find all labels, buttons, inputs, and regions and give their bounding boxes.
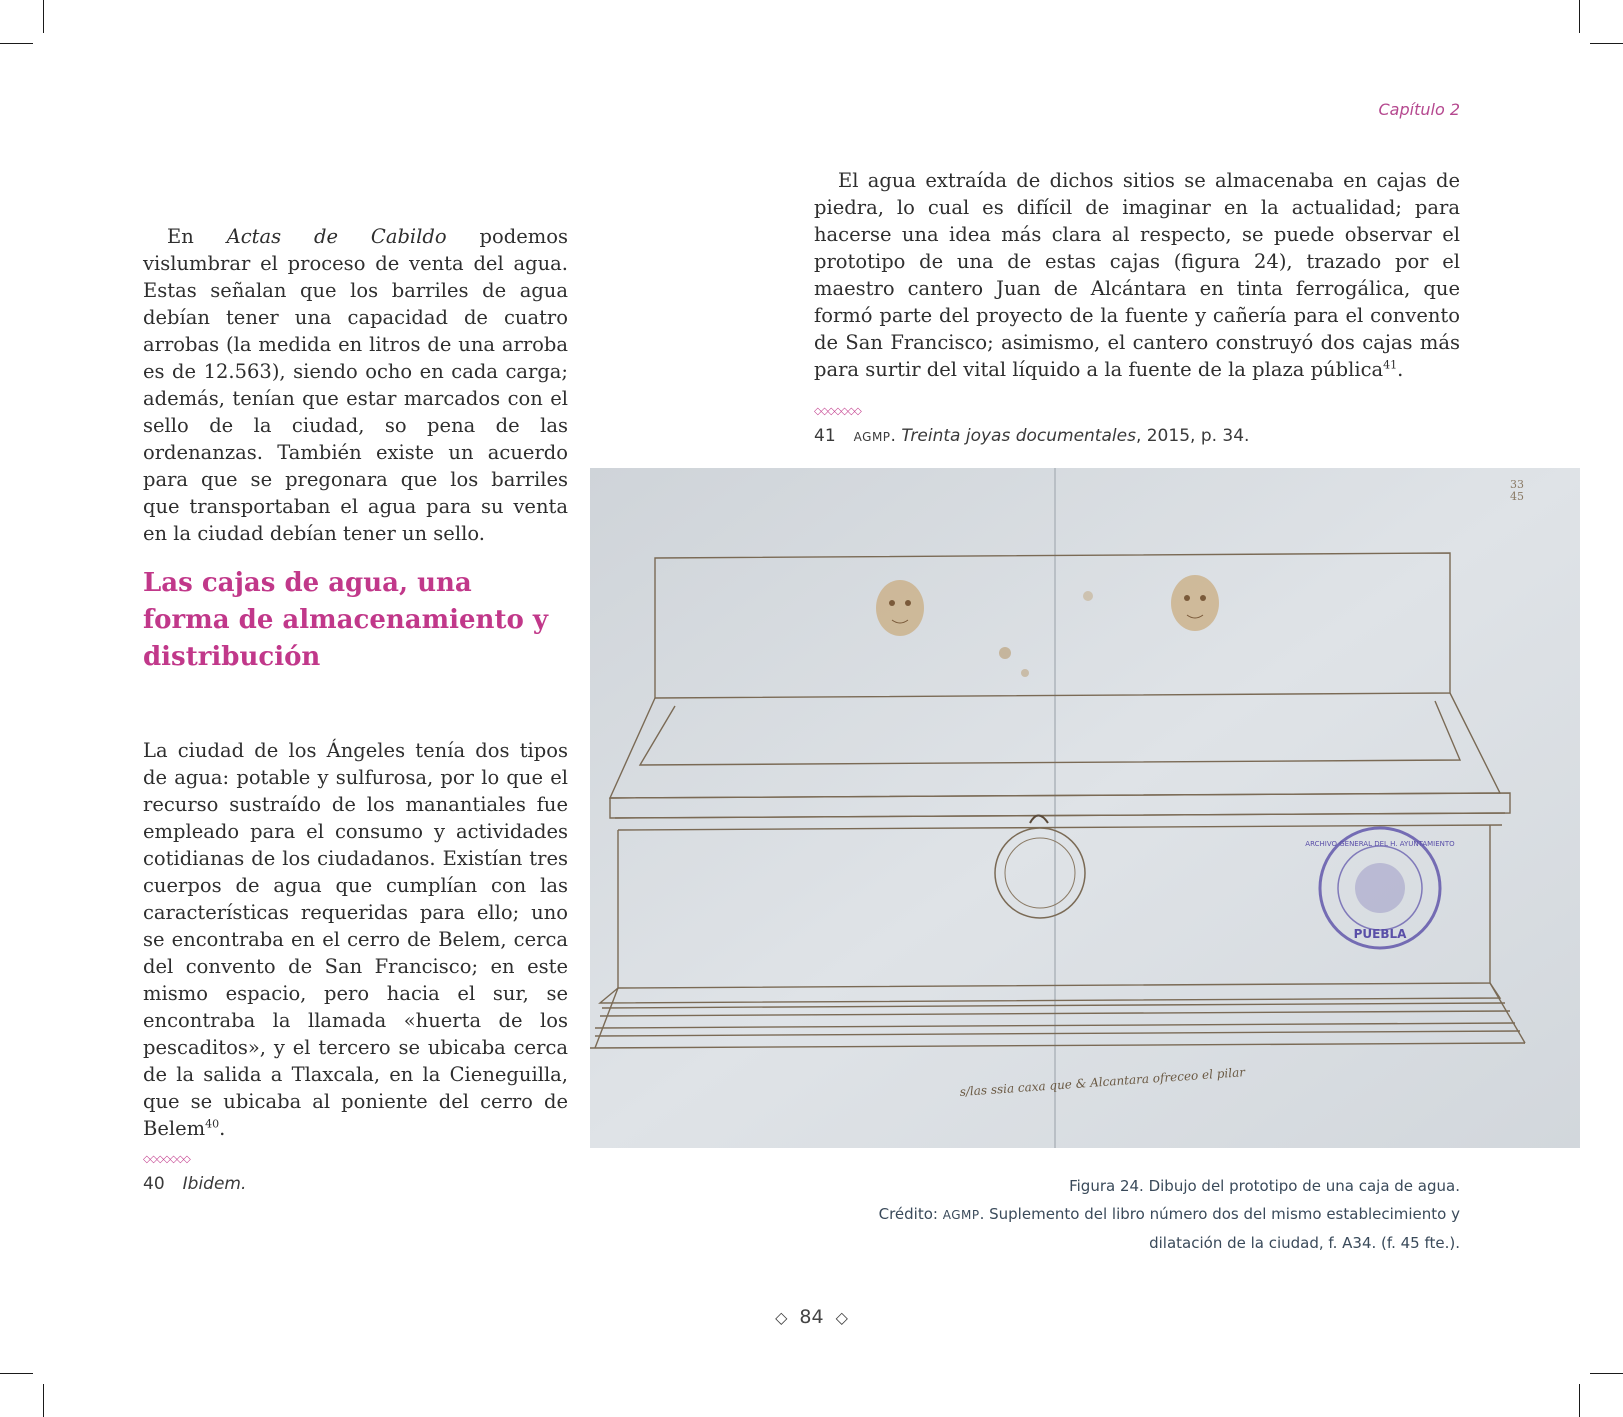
crop-mark-top-left-h (0, 43, 33, 44)
running-head: Capítulo 2 (1378, 100, 1460, 119)
stamp-text: ARCHIVO GENERAL DEL H. AYUNTAMIENTO (1305, 840, 1455, 848)
paragraph-text: El agua extraída de dichos sitios se almacenaba en cajas de piedra, lo cual es difícil de imaginar en la actualidad; para hacerse una idea más clara al respecto, se puede observar el prototipo de una de estas cajas (figura 24), trazado por el maestro cantero Juan de Alcántara en tinta ferrogálica, que formó parte del proyecto de la fuente y cañería para el convento de San Francisco; asimismo, el cantero construyó dos cajas más para surtir del vital líquido a la fuente de la plaza pública (814, 169, 1460, 381)
paragraph-tipos-de-agua: La ciudad de los Ángeles tenía dos tipos de agua: potable y sulfurosa, por lo que el recurso sustraído de los manantiales fue empleado para el consumo y actividades cotidianas de los ciudadanos. Existían tres cuerpos de agua que cumplían con las características requeridas para ello; uno se encontraba en el cerro de Belem, cerca del convento de San Francisco; en este mismo espacio, pero hacia el sur, se encontraba la llamada «huerta de los pescaditos», y el tercero se ubicaba cerca de la salida a Tlaxcala, en la Cieneguilla, que se ubicaba al poniente del cerro de Belem$^{40}$. (143, 739, 568, 1140)
paragraph-cajas-de-piedra: El agua extraída de dichos sitios se almacenaba en cajas de piedra, lo cual es difícil de imaginar en la actualidad; para hacerse una idea más clara al respecto, se puede observar el prototipo de una de estas cajas (figura 24), trazado por el maestro cantero Juan de Alcántara en tinta ferrogálica, que formó parte del proyecto de la fuente y cañería para el convento de San Francisco; asimismo, el cantero construyó dos cajas más para surtir del vital líquido a la fuente de la plaza pública$^{41}$. (814, 169, 1460, 381)
diamond-icon: ◇ (835, 1308, 848, 1327)
crop-mark-top-right-h (1590, 43, 1623, 44)
footnote-40 (143, 1174, 246, 1194)
paragraph-text: La ciudad de los Ángeles tenía dos tipos de agua: potable y sulfurosa, por lo que el recurso sustraído de los manantiales fue empleado para el consumo y actividades cotidianas de los ciudadanos. Existían tres cuerpos de agua que cumplían con las características requeridas para ello; uno se encontraba en el cerro de Belem, cerca del convento de San Francisco; en este mismo espacio, pero hacia el sur, se encontraba la llamada «huerta de los pescaditos», y el tercero se ubicaba cerca de la salida a Tlaxcala, en la Cieneguilla, que se ubicaba al poniente del cerro de Belem (143, 739, 568, 1140)
footnote-ref[interactable]: 41 (1383, 358, 1398, 372)
paragraph-text: podemos vislumbrar el proceso de venta del agua. Estas señalan que los barriles de agua debían tener una capacidad de cuatro arrobas (la medida en litros de una arroba es de 12.563), siendo ocho en cada carga; además, tenían que estar marcados con el sello de la ciudad, so pena de las ordenanzas. También existe un acuerdo para que se pregonara que los barriles que transportaban el agua para su venta en la ciudad debían tener un sello. (143, 225, 568, 545)
page-folio (0, 1306, 1623, 1328)
lion-head-left (876, 580, 924, 636)
drawing-svg (590, 468, 1580, 1148)
diamond-icon: ◇ (775, 1308, 788, 1327)
section-heading: Las cajas de agua, una forma de almacenamiento y distribución (143, 568, 548, 672)
figure-caption (760, 1172, 1460, 1257)
crop-mark-bottom-left-h (0, 1373, 33, 1374)
footnote-number: 41 (814, 426, 836, 446)
crop-mark-bottom-left-v (43, 1384, 44, 1417)
footnote-ref[interactable]: 40 (205, 1117, 220, 1131)
footnote-rest: , 2015, p. 34. (1135, 426, 1250, 446)
page-number: 84 (799, 1306, 824, 1328)
figure-caja-de-agua-drawing (590, 468, 1580, 1148)
corner-folio: 33 (1510, 478, 1524, 491)
crop-mark-top-right-v (1579, 0, 1580, 33)
footnote-number: 40 (143, 1174, 165, 1194)
footnote-abbr: AGMP (853, 430, 891, 444)
paragraph-venta-del-agua (143, 223, 568, 547)
ink-stain (999, 647, 1011, 659)
handwritten-note: s/las ssia caxa que & Alcantara ofreceo el pilar (959, 1065, 1246, 1099)
stamp-text: PUEBLA (1353, 927, 1407, 941)
corner-folio: 45 (1510, 490, 1524, 503)
caption-source: dilatación de la ciudad, f. A34. (f. 45 fte.). (1149, 1234, 1460, 1252)
ink-stain (1083, 591, 1093, 601)
footnote-text: Ibidem. (182, 1174, 247, 1194)
caption-credit: Crédito: AGMP. Suplemento del libro número dos del mismo establecimiento y (878, 1205, 1460, 1223)
footnote-41: 41 AGMP. Treinta joyas documentales, 2015, p. 34. (814, 426, 1250, 446)
crop-mark-top-left-v (43, 0, 44, 33)
caption-abbr: AGMP (942, 1208, 980, 1222)
crop-mark-bottom-right-h (1590, 1373, 1623, 1374)
ink-stain (1021, 669, 1029, 677)
footnote-separator: ◇◇◇◇◇◇◇ (814, 406, 861, 417)
footnote-separator: ◇◇◇◇◇◇◇ (143, 1154, 190, 1165)
footnote-title: Treinta joyas documentales (901, 426, 1136, 446)
lion-head-right (1171, 575, 1219, 631)
crop-mark-bottom-right-v (1579, 1384, 1580, 1417)
paragraph-text: En (167, 225, 227, 248)
caption-title: Figura 24. Dibujo del prototipo de una caja de agua. (1069, 1177, 1460, 1195)
book-title: Actas de Cabildo (226, 225, 447, 248)
